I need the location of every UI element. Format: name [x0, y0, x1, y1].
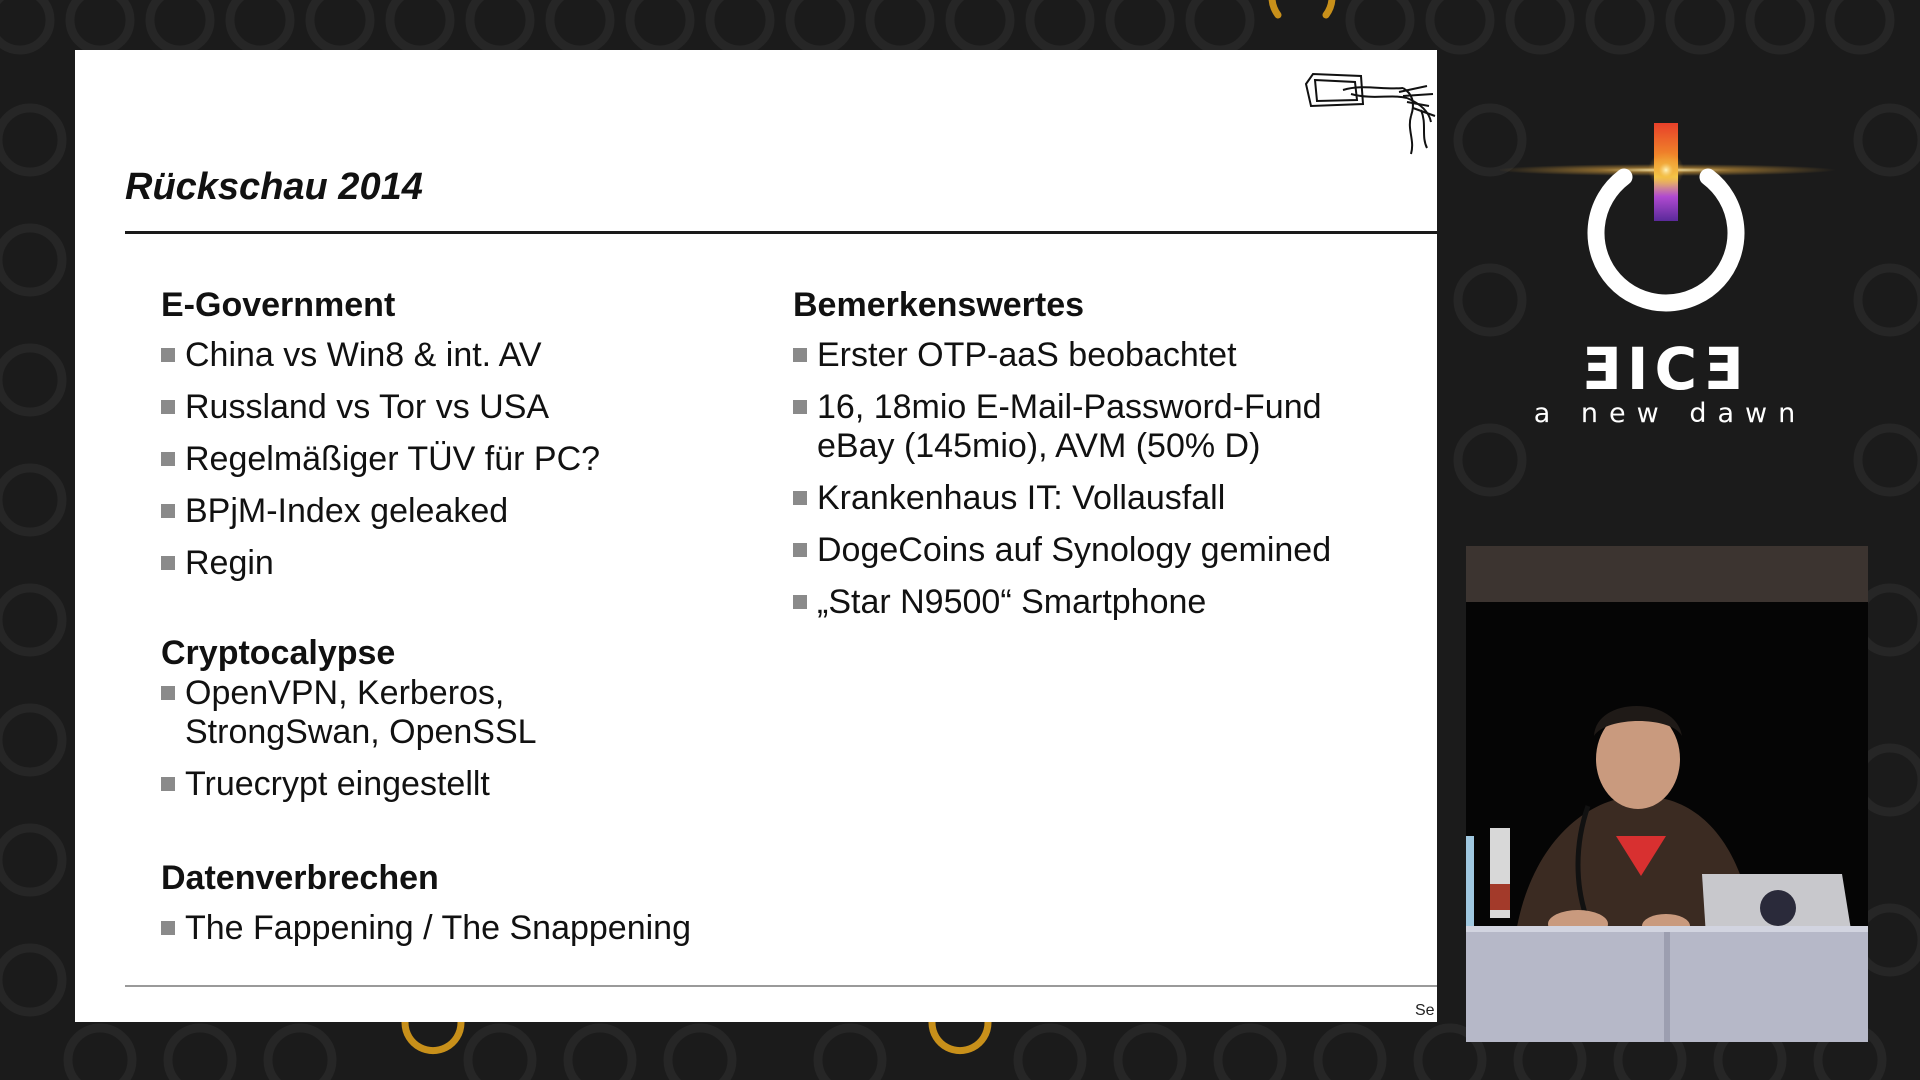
slide-title: Rückschau 2014 — [125, 166, 423, 208]
presentation-slide — [75, 50, 1437, 1022]
section-heading-datenverbrechen: Datenverbrechen — [161, 859, 439, 897]
square-bullet-icon — [161, 556, 175, 570]
square-bullet-icon — [161, 348, 175, 362]
list-item: China vs Win8 & int. AV — [161, 336, 761, 375]
list-item: Krankenhaus IT: Vollausfall — [793, 479, 1413, 518]
left-column — [161, 284, 761, 961]
list-item: The Fappening / The Snappening — [161, 909, 761, 948]
section-heading-cryptocalypse: Cryptocalypse — [161, 634, 396, 672]
square-bullet-icon — [793, 595, 807, 609]
section-heading-bemerkenswertes: Bemerkenswertes — [793, 286, 1085, 324]
square-bullet-icon — [161, 504, 175, 518]
square-bullet-icon — [161, 686, 175, 700]
list-item: Truecrypt eingestellt — [161, 765, 761, 804]
square-bullet-icon — [161, 400, 175, 414]
list-item: BPjM-Index geleaked — [161, 492, 761, 531]
square-bullet-icon — [793, 543, 807, 557]
title-divider — [125, 231, 1437, 234]
datenverbrechen-list — [161, 909, 761, 948]
hand-drawn-logo — [1303, 64, 1437, 164]
event-tagline: a new dawn — [1533, 398, 1807, 429]
list-item: OpenVPN, Kerberos, StrongSwan, OpenSSL — [161, 674, 761, 752]
list-item: DogeCoins auf Synology gemined — [793, 531, 1413, 570]
event-brand-name: ƎICƎ — [1581, 335, 1749, 403]
list-item: Erster OTP-aaS beobachtet — [793, 336, 1413, 375]
square-bullet-icon — [161, 452, 175, 466]
list-item: „Star N9500“ Smartphone — [793, 583, 1413, 622]
square-bullet-icon — [161, 921, 175, 935]
list-item: Regin — [161, 544, 761, 583]
square-bullet-icon — [793, 400, 807, 414]
list-item: Regelmäßiger TÜV für PC? — [161, 440, 761, 479]
section-heading-egovernment: E-Government — [161, 286, 396, 324]
footer-divider — [125, 985, 1437, 987]
egovernment-list — [161, 336, 761, 583]
square-bullet-icon — [793, 491, 807, 505]
square-bullet-icon — [161, 777, 175, 791]
square-bullet-icon — [793, 348, 807, 362]
speaker-camera-feed — [1466, 546, 1868, 1042]
slide-footer-text: Se — [1415, 1002, 1435, 1019]
bemerkenswertes-list — [793, 336, 1413, 622]
list-item: 16, 18mio E-Mail-Password-Fund eBay (145mio), AVM (50% D) — [793, 388, 1413, 466]
cryptocalypse-list — [161, 674, 761, 804]
right-column — [793, 284, 1413, 635]
list-item: Russland vs Tor vs USA — [161, 388, 761, 427]
